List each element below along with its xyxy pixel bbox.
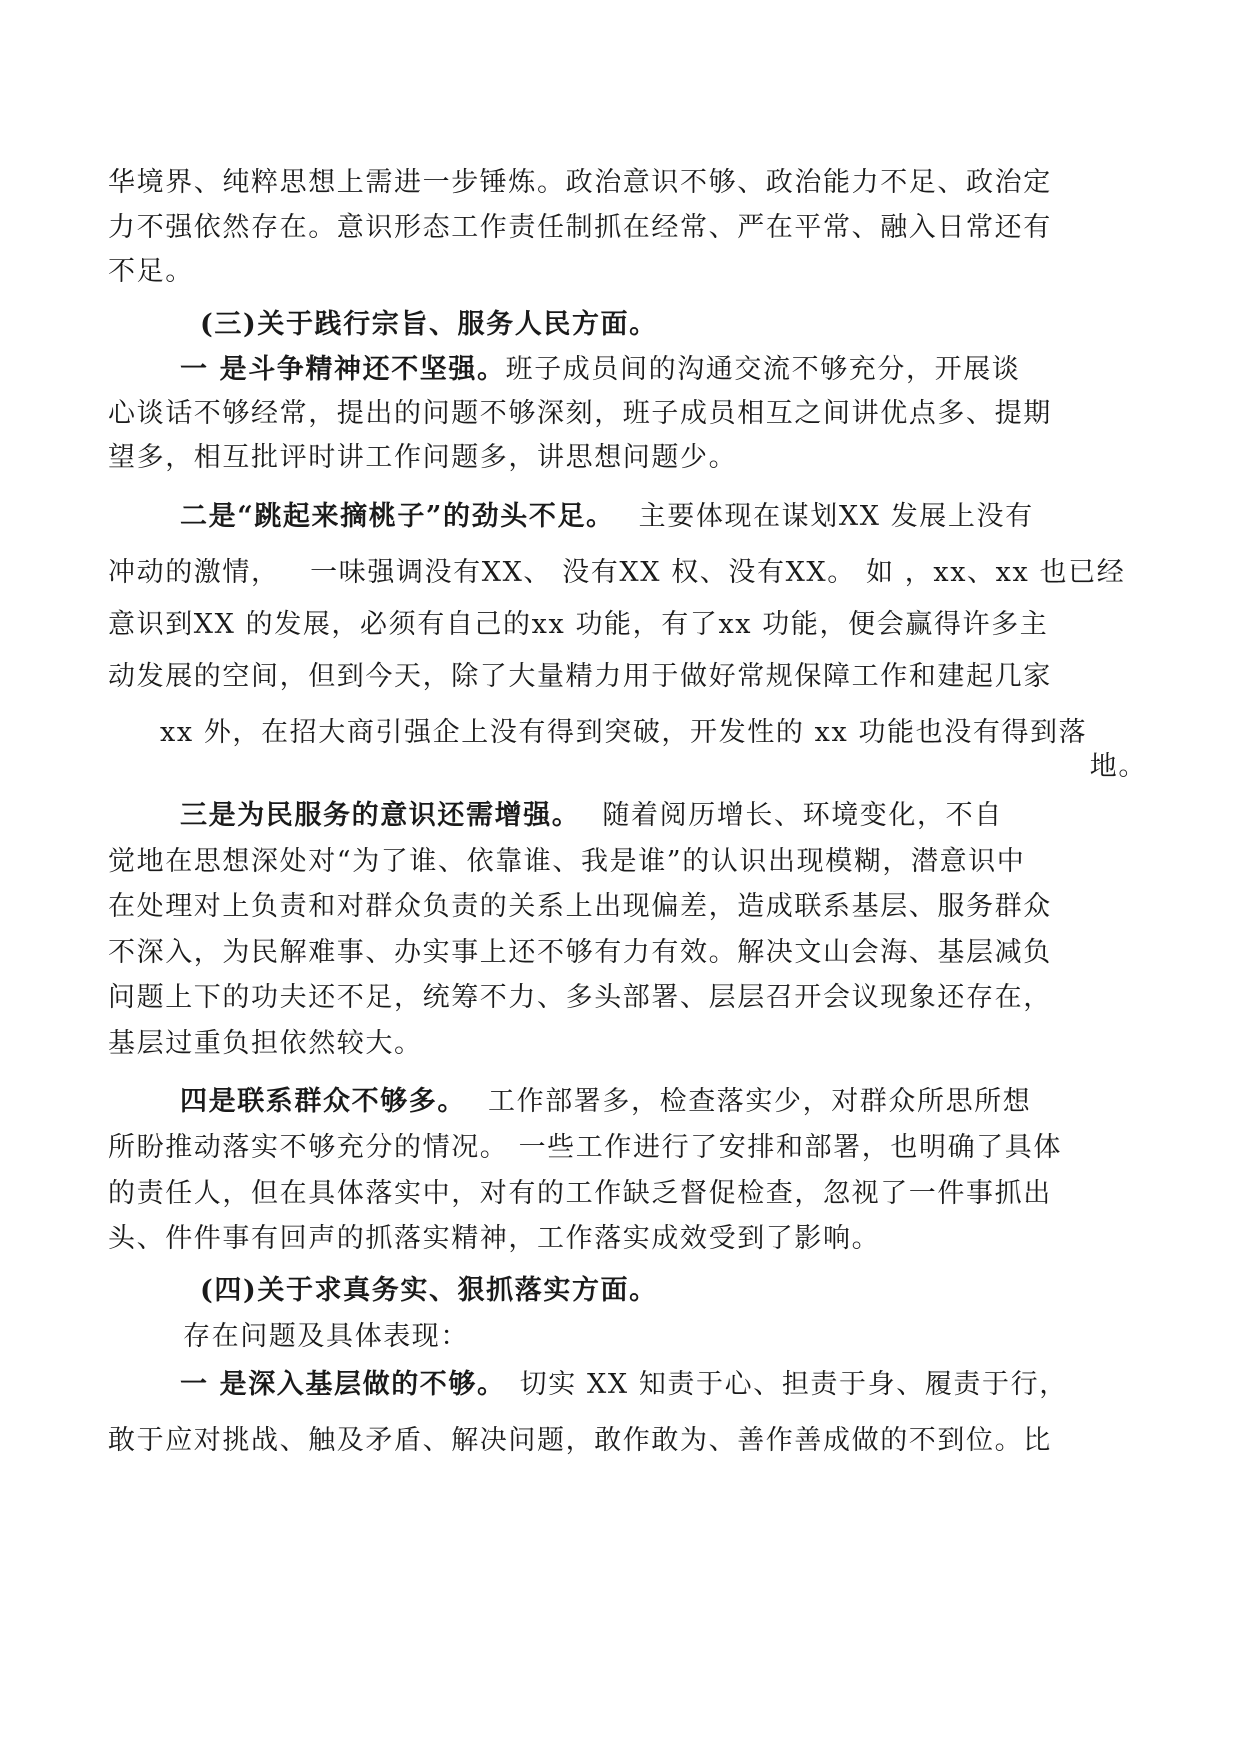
body-text-line: 在处理对上负责和对群众负责的关系上出现偏差，造成联系基层、服务群众 <box>108 891 1052 922</box>
body-text-line: 不深入，为民解难事、办实事上还不够有力有效。解决文山会海、基层减负 <box>108 937 1052 968</box>
body-text-line: 基层过重负担依然较大。 <box>108 1028 423 1059</box>
paragraph-text: 主要体现在谋划XX 发展上没有 <box>638 501 1034 532</box>
paragraph-first-line <box>180 353 1020 387</box>
body-text-line: 华境界、纯粹思想上需进一步锤炼。政治意识不够、政治能力不足、政治定 <box>108 167 1052 198</box>
paragraph-title: 四是联系群众不够多。 <box>180 1086 466 1117</box>
paragraph-text: 随着阅历增长、环境变化，不自 <box>602 800 1003 831</box>
paragraph-text: 切实 XX 知责于心、担责于身、履责于行， <box>519 1369 1068 1400</box>
body-text-line: 意识到XX 的发展，必须有自己的xx 功能，有了xx 功能，便会赢得许多主 <box>108 609 1049 640</box>
paragraph-text: 班子成员间的沟通交流不够充分，开展谈 <box>505 354 1021 385</box>
body-text-line: 所盼推动落实不够充分的情况。 一些工作进行了安排和部署，也明确了具体 <box>108 1132 1062 1163</box>
paragraph-first-line <box>180 1085 1031 1119</box>
body-text-line: 觉地在思想深处对“为了谁、依靠谁、我是谁”的认识出现模糊，潜意识中 <box>108 846 1026 877</box>
paragraph-first-line <box>180 1368 1068 1402</box>
body-text-line: 敢于应对挑战、触及矛盾、解决问题，敢作敢为、善作善成做的不到位。比 <box>108 1425 1052 1456</box>
body-text-line: 地。 <box>1089 751 1147 782</box>
body-text-line: 动发展的空间，但到今天，除了大量精力用于做好常规保障工作和建起几家 <box>108 661 1052 692</box>
body-text-line: 的责任人，但在具体落实中，对有的工作缺乏督促检查，忽视了一件事抓出 <box>108 1178 1052 1209</box>
body-text-line: 冲动的激情， 一味强调没有XX、 没有XX 权、没有XX。 如 ，xx、xx 也已经 <box>108 557 1126 588</box>
body-text-line: 存在问题及具体表现： <box>183 1321 469 1352</box>
body-text-line: 力不强依然存在。意识形态工作责任制抓在经常、严在平常、融入日常还有 <box>108 212 1052 243</box>
paragraph-title: 二是“跳起来摘桃子”的劲头不足。 <box>180 501 615 532</box>
paragraph-title: 三是为民服务的意识还需增强。 <box>180 800 581 831</box>
paragraph-title: 一 是斗争精神还不坚强。 <box>180 354 506 385</box>
body-text-line: xx 外，在招大商引强企上没有得到突破，开发性的 xx 功能也没有得到落 <box>160 717 1088 748</box>
section-heading: (三)关于践行宗旨、服务人民方面。 <box>200 309 658 340</box>
body-text-line: 问题上下的功夫还不足，统筹不力、多头部署、层层召开会议现象还存在， <box>108 982 1052 1013</box>
body-text-line: 心谈话不够经常，提出的问题不够深刻，班子成员相互之间讲优点多、提期 <box>108 398 1052 429</box>
body-text-line: 不足。 <box>108 256 194 287</box>
paragraph-text: 工作部署多，检查落实少，对群众所思所想 <box>488 1086 1032 1117</box>
section-heading: (四)关于求真务实、狠抓落实方面。 <box>200 1275 658 1306</box>
paragraph-first-line <box>180 500 1034 534</box>
body-text-line: 望多，相互批评时讲工作问题多，讲思想问题少。 <box>108 442 738 473</box>
body-text-line: 头、件件事有回声的抓落实精神，工作落实成效受到了影响。 <box>108 1223 881 1254</box>
paragraph-title: 一 是深入基层做的不够。 <box>180 1369 506 1400</box>
paragraph-first-line <box>180 799 1003 833</box>
